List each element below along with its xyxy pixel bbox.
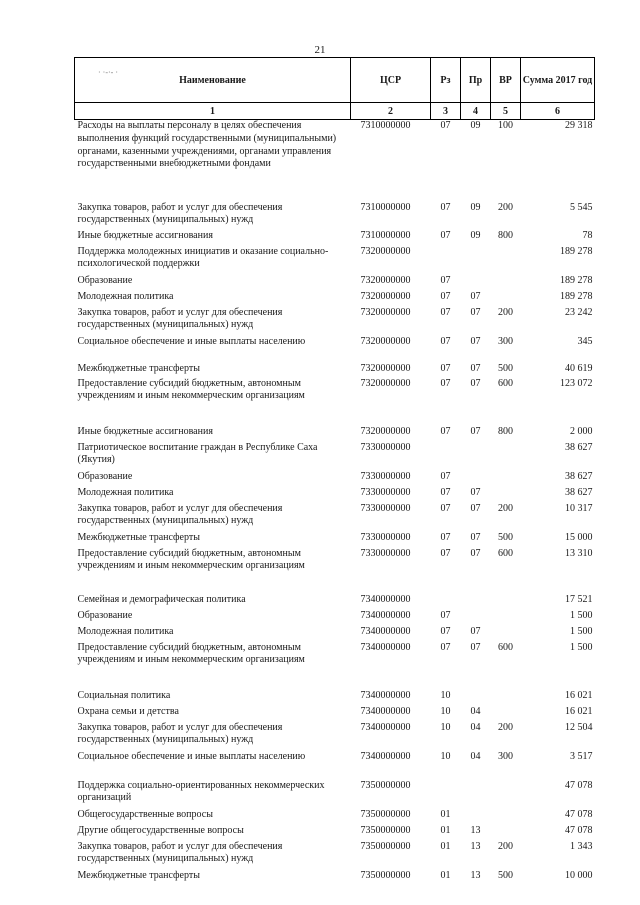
cell-pr: 09 [470,229,481,241]
column-number: 5 [491,103,521,120]
cell-csr: 7330000000 [360,441,411,453]
cell-name: Поддержка молодежных инициатив и оказание социально-психологической поддержки [77,245,329,270]
cell-pr: 04 [470,750,481,762]
cell-sum: 189 278 [560,290,593,302]
cell-pr: 07 [470,531,481,543]
table-row [75,291,595,307]
cell-csr: 7340000000 [360,750,411,762]
table-row [75,307,595,336]
cell-csr: 7320000000 [360,377,411,389]
table-row [75,548,595,594]
cell-csr: 7320000000 [360,425,411,437]
cell-name: Закупка товаров, работ и услуг для обеспечения государственных (муниципальных) нужд [77,306,283,331]
cell-sum: 13 310 [565,547,593,559]
cell-vr [491,442,521,471]
cell-rz [431,594,461,610]
cell-csr: 7350000000 [360,824,411,836]
table-row [75,202,595,230]
table-row [75,230,595,246]
cell-pr: 07 [470,335,481,347]
cell-rz: 07 [440,486,451,498]
cell-csr: 7310000000 [360,201,411,213]
cell-sum: 15 000 [565,531,593,543]
cell-rz: 01 [440,824,451,836]
cell-rz: 07 [440,625,451,637]
cell-sum: 47 078 [565,808,593,820]
cell-name: Образование [77,470,133,482]
cell-csr: 7310000000 [360,120,411,131]
cell-pr: 07 [470,502,481,514]
cell-name: Молодежная политика [77,290,174,302]
cell-csr: 7320000000 [360,362,411,374]
column-number: 2 [351,103,431,120]
table-row [75,471,595,487]
cell-pr: 07 [470,306,481,318]
cell-rz: 07 [440,335,451,347]
cell-rz: 10 [440,750,451,762]
table-row [75,825,595,841]
cell-vr [491,825,521,841]
cell-csr: 7350000000 [360,840,411,852]
cell-pr [461,690,491,706]
column-number: 3 [431,103,461,120]
table-row [75,442,595,471]
cell-sum: 2 000 [570,425,593,437]
table-row [75,841,595,870]
cell-name: Предоставление субсидий бюджетным, автономным учреждениям и иным некоммерческим организациям [77,641,305,666]
table-row [75,378,595,426]
cell-vr [491,594,521,610]
cell-rz: 07 [440,470,451,482]
table-row [75,275,595,291]
cell-csr: 7320000000 [360,306,411,318]
header-sum: Сумма 2017 год [521,58,595,103]
cell-sum: 16 021 [565,689,593,701]
cell-name: Межбюджетные трансферты [77,531,200,543]
cell-rz: 07 [440,201,451,213]
table-row [75,690,595,706]
cell-csr: 7340000000 [360,641,411,653]
cell-vr [491,780,521,809]
cell-sum: 1 500 [570,625,593,637]
cell-sum: 189 278 [560,274,593,286]
table-row [75,120,595,202]
cell-rz: 10 [440,705,451,717]
cell-name: Межбюджетные трансферты [77,362,200,374]
column-number: 4 [461,103,491,120]
column-number: 1 [75,103,351,120]
cell-csr: 7330000000 [360,486,411,498]
cell-vr: 300 [498,335,513,347]
cell-pr: 07 [470,486,481,498]
cell-csr: 7340000000 [360,593,411,605]
cell-pr: 13 [470,824,481,836]
cell-vr: 800 [498,229,513,241]
cell-csr: 7320000000 [360,335,411,347]
cell-pr [461,471,491,487]
cell-pr [461,610,491,626]
cell-vr: 200 [498,502,513,514]
cell-rz: 07 [440,531,451,543]
cell-pr: 07 [470,362,481,374]
cell-sum: 47 078 [565,824,593,836]
table-row [75,363,595,378]
cell-csr: 7320000000 [360,245,411,257]
cell-vr [491,471,521,487]
cell-pr: 07 [470,547,481,559]
cell-name: Закупка товаров, работ и услуг для обеспечения государственных (муниципальных) нужд [77,502,283,527]
cell-pr: 07 [470,625,481,637]
cell-sum: 47 078 [565,779,593,791]
cell-name: Социальное обеспечение и иные выплаты населению [77,750,306,762]
cell-pr: 04 [470,705,481,717]
cell-rz: 07 [440,377,451,389]
cell-pr: 13 [470,869,481,881]
cell-name: Закупка товаров, работ и услуг для обеспечения государственных (муниципальных) нужд [77,721,283,746]
cell-rz [431,780,461,809]
cell-csr: 7350000000 [360,869,411,881]
cell-sum: 189 278 [560,245,593,257]
cell-rz: 07 [440,306,451,318]
cell-name: Образование [77,274,133,286]
cell-csr: 7340000000 [360,705,411,717]
cell-pr: 09 [470,120,481,131]
cell-sum: 29 318 [565,120,593,131]
cell-pr: 13 [470,840,481,852]
cell-name: Молодежная политика [77,625,174,637]
header-name: Наименование [75,58,351,103]
header-row [75,58,595,103]
cell-sum: 5 545 [570,201,593,213]
table-body [75,120,595,886]
cell-vr: 200 [498,840,513,852]
cell-rz: 07 [440,547,451,559]
cell-sum: 40 619 [565,362,593,374]
cell-sum: 38 627 [565,486,593,498]
table-row [75,487,595,503]
cell-pr: 09 [470,201,481,213]
cell-pr: 04 [470,721,481,733]
table-row [75,336,595,363]
cell-vr: 600 [498,641,513,653]
table-row [75,246,595,275]
cell-vr: 500 [498,531,513,543]
cell-rz [431,442,461,471]
cell-vr: 200 [498,721,513,733]
table-row [75,706,595,722]
cell-rz: 01 [440,869,451,881]
cell-sum: 123 072 [560,377,593,389]
cell-sum: 12 504 [565,721,593,733]
cell-name: Другие общегосударственные вопросы [77,824,244,836]
cell-name: Поддержка социально-ориентированных некоммерческих организаций [77,779,325,804]
cell-csr: 7340000000 [360,625,411,637]
cell-vr: 200 [498,306,513,318]
cell-pr [461,809,491,825]
column-number: 6 [521,103,595,120]
cell-name: Межбюджетные трансферты [77,869,200,881]
cell-rz: 07 [440,290,451,302]
cell-sum: 38 627 [565,470,593,482]
cell-sum: 345 [577,335,593,347]
cell-csr: 7330000000 [360,547,411,559]
cell-rz: 07 [440,425,451,437]
cell-name: Расходы на выплаты персоналу в целях обеспечения выполнения функций государственными (муниципальными) органами, казенными учреждениями, органами управления государственными внебюджетными фондами [77,120,337,170]
cell-vr [491,275,521,291]
cell-rz: 07 [440,120,451,131]
table-row [75,780,595,809]
cell-rz [431,246,461,275]
cell-vr: 600 [498,377,513,389]
cell-rz: 10 [440,689,451,701]
table-row [75,426,595,442]
cell-sum: 23 242 [565,306,593,318]
cell-csr: 7350000000 [360,808,411,820]
cell-pr [461,442,491,471]
cell-vr: 200 [498,201,513,213]
cell-vr: 500 [498,362,513,374]
table-row [75,532,595,548]
table-row [75,751,595,780]
cell-vr [491,246,521,275]
cell-csr: 7340000000 [360,609,411,621]
cell-vr [491,690,521,706]
cell-name: Социальное обеспечение и иные выплаты населению [77,335,306,347]
cell-vr [491,706,521,722]
cell-pr [461,780,491,809]
cell-name: Социальная политика [77,689,171,701]
cell-rz: 07 [440,362,451,374]
cell-sum: 10 317 [565,502,593,514]
cell-vr [491,610,521,626]
header-csr: ЦСР [351,58,431,103]
cell-rz: 07 [440,229,451,241]
cell-vr [491,809,521,825]
table-row [75,626,595,642]
cell-rz: 07 [440,609,451,621]
cell-name: Охрана семьи и детства [77,705,179,717]
table-row [75,610,595,626]
cell-pr: 07 [470,290,481,302]
table-row [75,594,595,610]
cell-vr: 100 [498,120,513,131]
cell-name: Закупка товаров, работ и услуг для обеспечения государственных (муниципальных) нужд [77,201,283,226]
table-row [75,809,595,825]
cell-rz: 07 [440,641,451,653]
cell-name: Предоставление субсидий бюджетным, автономным учреждениям и иным некоммерческим организациям [77,377,305,402]
cell-csr: 7330000000 [360,531,411,543]
header-pr: Пр [461,58,491,103]
cell-sum: 78 [582,229,593,241]
cell-name: Иные бюджетные ассигнования [77,229,213,241]
cell-name: Образование [77,609,133,621]
cell-name: Семейная и демографическая политика [77,593,246,605]
cell-name: Общегосударственные вопросы [77,808,213,820]
cell-csr: 7350000000 [360,779,411,791]
cell-rz: 10 [440,721,451,733]
cell-sum: 10 000 [565,869,593,881]
cell-csr: 7330000000 [360,502,411,514]
cell-csr: 7320000000 [360,290,411,302]
table-row [75,642,595,690]
cell-sum: 17 521 [565,593,593,605]
budget-table [74,57,595,886]
cell-name: Закупка товаров, работ и услуг для обеспечения государственных (муниципальных) нужд [77,840,283,865]
cell-rz: 07 [440,502,451,514]
cell-sum: 3 517 [570,750,593,762]
cell-pr [461,594,491,610]
header-rz: Рз [431,58,461,103]
cell-pr: 07 [470,425,481,437]
cell-vr: 500 [498,869,513,881]
cell-name: Патриотическое воспитание граждан в Республике Саха (Якутия) [77,441,318,466]
cell-sum: 1 343 [570,840,593,852]
cell-rz: 07 [440,274,451,286]
cell-vr [491,291,521,307]
cell-pr [461,246,491,275]
cell-pr: 07 [470,641,481,653]
cell-rz: 01 [440,840,451,852]
cell-rz: 01 [440,808,451,820]
column-number-row [75,103,595,120]
cell-csr: 7330000000 [360,470,411,482]
table-row [75,503,595,532]
cell-csr: 7320000000 [360,274,411,286]
table-row [75,722,595,751]
cell-vr: 800 [498,425,513,437]
cell-name: Иные бюджетные ассигнования [77,425,213,437]
page-number: 21 [314,44,326,56]
cell-vr [491,487,521,503]
cell-name: Предоставление субсидий бюджетным, автономным учреждениям и иным некоммерческим организациям [77,547,305,572]
cell-csr: 7340000000 [360,689,411,701]
cell-csr: 7310000000 [360,229,411,241]
scan-artifact: · ·-·- · [98,68,118,77]
cell-csr: 7340000000 [360,721,411,733]
cell-sum: 1 500 [570,641,593,653]
cell-vr: 300 [498,750,513,762]
cell-vr: 600 [498,547,513,559]
cell-pr: 07 [470,377,481,389]
cell-sum: 16 021 [565,705,593,717]
cell-name: Молодежная политика [77,486,174,498]
header-vr: ВР [491,58,521,103]
cell-sum: 38 627 [565,441,593,453]
table-row [75,870,595,886]
cell-sum: 1 500 [570,609,593,621]
cell-pr [461,275,491,291]
cell-vr [491,626,521,642]
